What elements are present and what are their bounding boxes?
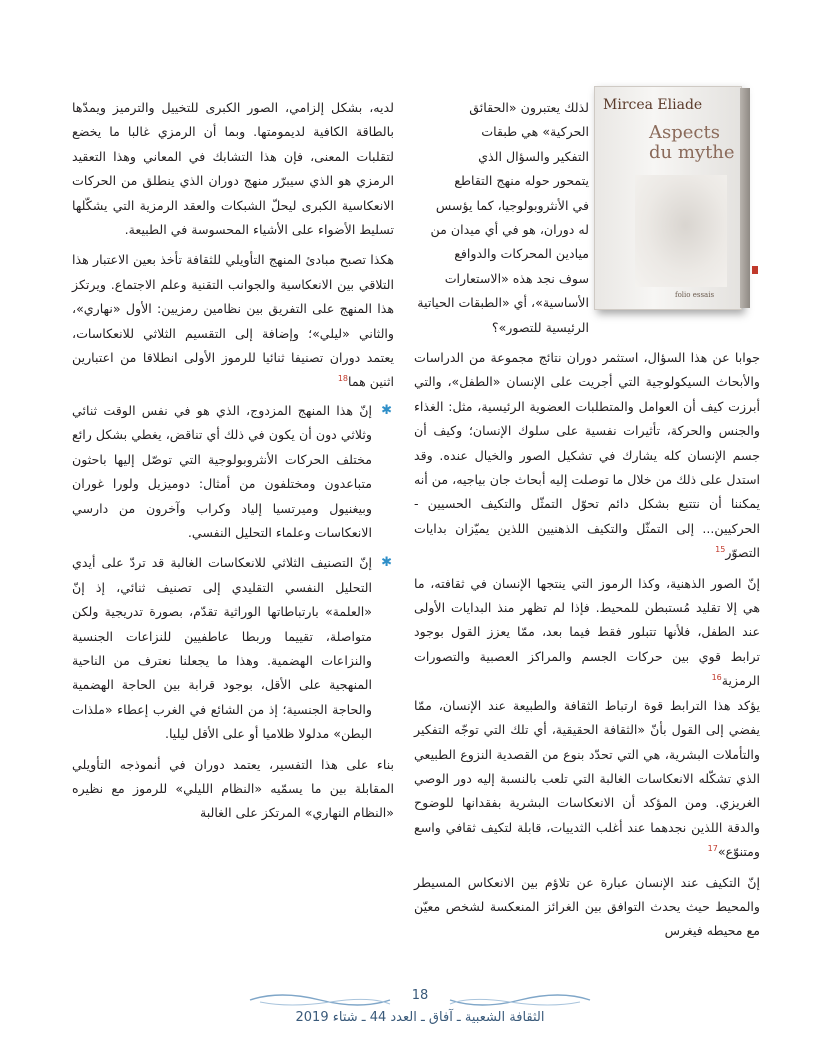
snowflake-bullet-icon: ✱ bbox=[381, 555, 392, 571]
book-cover-art bbox=[635, 175, 727, 287]
paragraph bbox=[414, 346, 760, 566]
footnote-ref: 16 bbox=[711, 673, 722, 683]
book-cover-image bbox=[594, 86, 754, 312]
book-title-line2: du mythe bbox=[649, 142, 735, 163]
page-number: 18 bbox=[411, 988, 429, 1003]
text-line: التفكير والسؤال الذي bbox=[478, 148, 589, 164]
book-title-line1: Aspects bbox=[649, 122, 720, 143]
text-line: الحركية» هي طبقات bbox=[481, 124, 589, 140]
paragraph: بناء على هذا التفسير، يعتمد دوران في أنموذجه التأويلي المقابلة بين ما يسمّيه «النظام الليلي» للرموز مع نظيره «النظام النهاري» المرتكز على الغالبة bbox=[72, 756, 394, 821]
left-column bbox=[72, 96, 394, 826]
paragraph-text: إنّ الصور الذهنية، وكذا الرموز التي ينتجها الإنسان في ثقافته، ما هي إلا تقليد مُستبطن للمحيط. فإذا لم تظهر منذ البدايات الأولى عند الطفل، فلأنها تتبلور فقط فيما بعد، ممّا يعزز القول بوجود ترابط قوي بين حركات الجسم والمراكز العصبية والتصورات الرمزية bbox=[414, 575, 760, 689]
text-line: الأساسية»، أي «الطبقات الحياتية bbox=[417, 295, 589, 311]
book-author: Mircea Eliade bbox=[603, 97, 703, 113]
bullet-list bbox=[72, 399, 394, 747]
list-item bbox=[72, 399, 394, 545]
paragraph-text: هكذا تصبح مبادئ المنهج التأويلي للثقافة تأخذ بعين الاعتبار هذا التلاقي بين الانعكاسية والجوانب التقنية وعلم الاجتماع. ويرتكز هذا المنهج على التفريق بين نظامين رمزيين: الأول «نهاري»، والثاني «ليلي»؛ وإضافة إلى التقسيم الثلاثي للانعكاسات، يعتمد دوران تصنيفا ثنائيا للرموز الأولى انطلاقا من اعتبارين اثنين هما bbox=[72, 252, 394, 390]
paragraph-text: يؤكد هذا الترابط قوة ارتباط الثقافة والطبيعة عند الإنسان، ممّا يفضي إلى القول بأنّ «الثقافة الحقيقية، أي تلك التي توجّه التفكير والتأملات البشرية، هي التي تحدّد بنوع من القصدية النزوع الطبيعي الذي تشكّله الانعكاسات الغالبة التي تلعب بالنسبة إليه دور الوصي الغريزي. ومن المؤكد أن الانعكاسات البشرية بفقدانها للوضوح والدقة اللذين نجدهما عند أغلب الثدييات، قابلة لتكيف ثقافي واسع ومتنوّع» bbox=[414, 697, 760, 860]
right-column bbox=[414, 346, 760, 944]
book-spine bbox=[740, 88, 750, 308]
red-marker bbox=[752, 266, 758, 274]
snowflake-bullet-icon: ✱ bbox=[381, 402, 392, 418]
book-cover bbox=[594, 86, 742, 310]
footnote-ref: 18 bbox=[337, 374, 349, 384]
text-line: لذلك يعتبرون «الحقائق bbox=[469, 100, 589, 115]
paragraph bbox=[414, 694, 760, 865]
book-title bbox=[649, 123, 739, 163]
paragraph bbox=[72, 248, 394, 394]
paragraph: لديه، بشكل إلزامي، الصور الكبرى للتخييل والترميز ويمدّها بالطاقة الكافية لديمومتها. وبما أن الرمزي غالبا ما يخضع لتقلبات المعنى، فإن هذا التشابك في المعاني وهذا التعقيد الرمزي هو الذي سيبرّر منهج دوران الذي ينطلق من الحركات الانعكاسية الكبرى ليحلّ الشبكات والعقد الرمزية التي يشكّلها تسليط الأضواء على الأشياء المحسوسة في الطبيعة. bbox=[72, 100, 394, 238]
list-item bbox=[72, 551, 394, 746]
text-line: يتمحور حوله منهج التقاطع bbox=[454, 173, 589, 189]
paragraph: إنّ التكيف عند الإنسان عبارة عن تلاؤم بين الانعكاس المسيطر والمحيط حيث يحدث التوافق بين الغرائز المنعكسة لشخص معيّن مع محيطه فيغرس bbox=[414, 874, 760, 939]
text-line: سوف نجد هذه «الاستعارات bbox=[444, 270, 589, 286]
text-line: الرئيسية للتصور»؟ bbox=[491, 319, 589, 335]
right-column-top bbox=[414, 96, 589, 340]
list-item-text: إنّ التصنيف الثلاثي للانعكاسات الغالبة قد تردّ على أيدي التحليل النفسي التقليدي إلى تصنيف ثنائي، إذ إنّ «العلمة» بارتباطاتها الوراثية تقدّم، بصورة تدريجية ولكن متواصلة، تقييما وربطا عاطفيين للنزاعات الجنسية والنزاعات الهضمية. وهذا ما يجعلنا نعترف من الناحية المنهجية على الأقل، بوجود قرابة بين الحاجة الهضمية والحاجة الجنسية؛ إذ من الشائع في الغرب إعطاء «ملذات البطن» مدلولا ظلاميا أو على الأقل ليليا. bbox=[72, 555, 372, 742]
footnote-ref: 15 bbox=[715, 545, 726, 555]
footnote-ref: 17 bbox=[707, 843, 718, 853]
footer-masthead: الثقافة الشعبية ـ آفاق ـ العدد 44 ـ شتاء 2019 bbox=[295, 1010, 545, 1025]
text-line: له دوران، هو في أي ميدان من bbox=[430, 222, 589, 238]
paragraph-text: جوابا عن هذا السؤال، استثمر دوران نتائج مجموعة من الدراسات والأبحاث السيكولوجية التي أجريت على الإنسان «الطفل»، والتي أبرزت كيف أن العوامل والمتطلبات العضوية الرئيسية، مثل: الغذاء والجنس والحركة، تأثيرات نفسية على سلوك الإنسان؛ وكيف أن جسم الإنسان كله يشارك في تشكيل الصور والخيال عنده. وقد استدل على ذلك من خلال ما توصلت إليه أبحاث جان بياجيه، من أنه يمكننا أن نتتبع بشكل دائم تحوّل التمثّل والتكيف الحسيين - الحركيين... إلى التمثّل والتكيف الذهنيين اللذين يميّزان بدايات التصوّر bbox=[414, 350, 760, 561]
book-publisher: folio essais bbox=[675, 291, 715, 299]
list-item-text: إنّ هذا المنهج المزدوج، الذي هو في نفس الوقت ثنائي وثلاثي دون أن يكون في ذلك أي تناقض، يغطي بشكل رائع مختلف الحركات الأنثروبولوجية التي توصّل إليها باحثون متباعدون ومختلفون من أمثال: دوميزيل ولورا غوران وبيغنيول وميرتسيا إلياد وكراب وآخرون من دارسي الانعكاسات وعلماء التحليل النفسي. bbox=[72, 402, 372, 540]
text-line: ميادين المحركات والدوافع bbox=[454, 246, 589, 262]
page-footer bbox=[240, 990, 600, 1040]
paragraph bbox=[414, 572, 760, 694]
text-line: في الأنثروبولوجيا، كما يؤسس bbox=[435, 197, 589, 213]
